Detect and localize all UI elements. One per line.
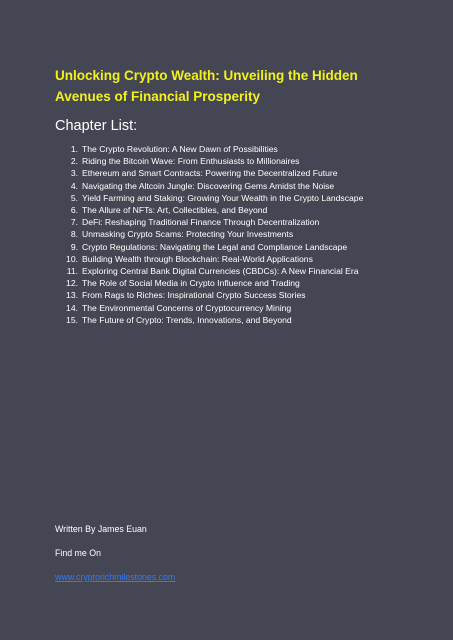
chapter-item: 8. Unmasking Crypto Scams: Protecting Your Investments [70, 229, 294, 240]
chapter-item: 9. Crypto Regulations: Navigating the Legal and Compliance Landscape [70, 241, 348, 252]
chapter-item: 13. From Rags to Riches: Inspirational Crypto Success Stories [66, 290, 306, 301]
chapter-item: 7. DeFi: Reshaping Traditional Finance Through Decentralization [70, 217, 320, 228]
chapter-item: 3. Ethereum and Smart Contracts: Powering the Decentralized Future [70, 168, 338, 179]
title-line-1: Unlocking Crypto Wealth: Unveiling the Hidden [55, 68, 358, 83]
chapter-item: 11. Exploring Central Bank Digital Currencies (CBDCs): A New Financial Era [66, 266, 359, 277]
author-line: Written By James Euan [55, 524, 147, 534]
chapter-item: 5. Yield Farming and Staking: Growing Your Wealth in the Crypto Landscape [70, 192, 364, 203]
chapter-list-heading: Chapter List: [55, 118, 138, 134]
chapter-item: 10. Building Wealth through Blockchain: Real-World Applications [66, 253, 313, 264]
chapter-item: 4. Navigating the Altcoin Jungle: Discovering Gems Amidst the Noise [70, 180, 335, 191]
chapter-item: 6. The Allure of NFTs: Art, Collectibles, and Beyond [70, 205, 268, 216]
chapter-item: 15. The Future of Crypto: Trends, Innovations, and Beyond [66, 314, 292, 325]
title-line-2: Avenues of Financial Prosperity [55, 89, 261, 104]
document-title [55, 65, 385, 107]
find-me-label: Find me On [55, 548, 101, 558]
website-link[interactable]: www.cryptorichmilestones.com [55, 572, 176, 582]
chapter-list [55, 143, 445, 326]
chapter-item: 14. The Environmental Concerns of Cryptocurrency Mining [66, 302, 292, 313]
chapter-item: 1. The Crypto Revolution: A New Dawn of Possibilities [70, 144, 278, 154]
chapter-item: 2. Riding the Bitcoin Wave: From Enthusiasts to Millionaires [70, 156, 300, 167]
chapter-item: 12. The Role of Social Media in Crypto Influence and Trading [66, 278, 300, 289]
